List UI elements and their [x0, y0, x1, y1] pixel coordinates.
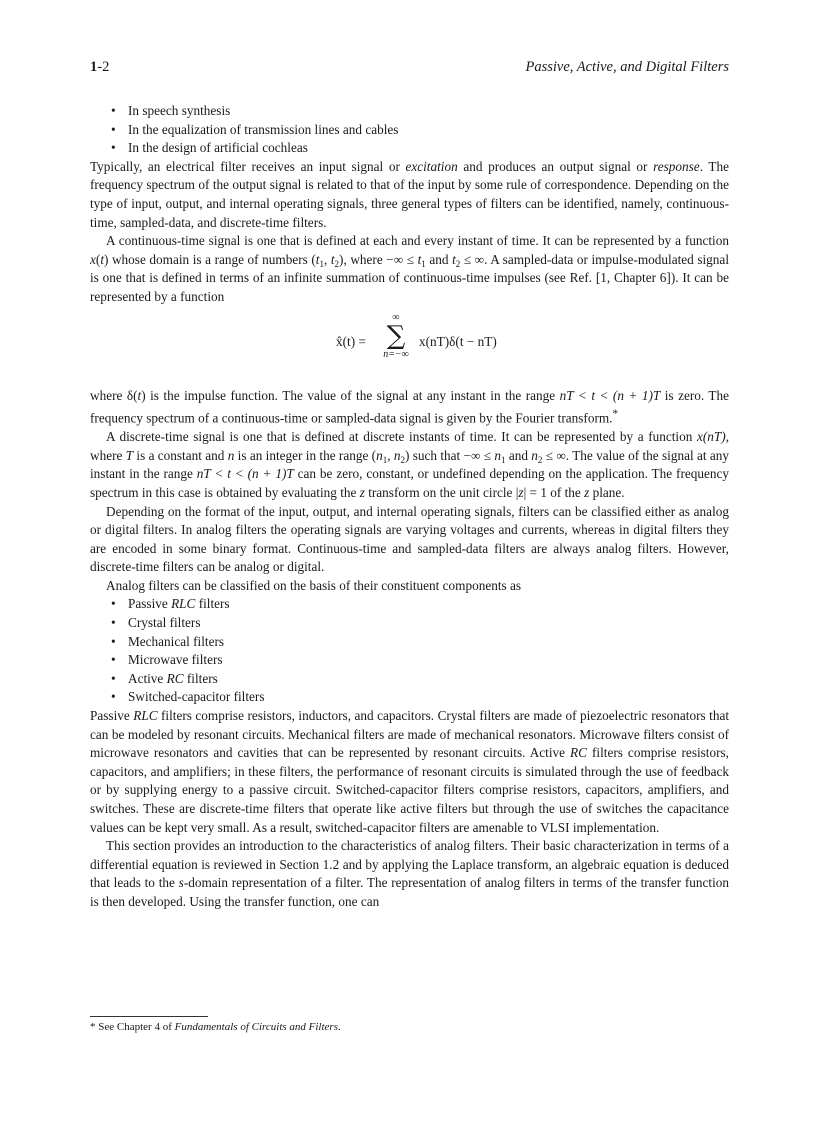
list-item: • In speech synthesis	[111, 103, 231, 118]
list-item: • Switched-capacitor filters	[111, 689, 265, 705]
list-item: • Microwave filters	[111, 652, 223, 668]
paragraph-filter-components: Passive RLC filters comprise resistors, inductors, and capacitors. Crystal filters are made of piezoelectric resonators that can be modeled by resonant circuits. Mechanical filters are made of mechanical resonators. Microwave filters consist of microwave resonators and cavities that can be represented by resonant circuits. Active RC filters comprise resistors, capacitors, and amplifiers; in these filters, the performance of resonant circuits is simulated through the use of feedback or by supplying energy to a passive circuit. Switched-capacitor filters comprise resistors, capacitors, amplifiers, and switches. These are discrete-time filters that operate like active filters but through the use of switches the capacitance values can be kept very small. As a result, switched-capacitor filters are amenable to VLSI implementation.	[90, 708, 730, 835]
list-item: • Passive RLC filters	[111, 596, 230, 612]
footnote-marker[interactable]: *	[612, 408, 619, 421]
application-list	[90, 102, 729, 158]
summation: ∞ ∑ n=−∞	[383, 311, 409, 360]
page-body	[90, 58, 729, 912]
running-header	[90, 58, 729, 76]
paragraph-discrete-time: A discrete-time signal is one that is defined at discrete instants of time. It can be represented by a function x(nT), where T is a constant and n is an integer in the range ($n_1$, $n_2$) such that −∞ ≤ $n_1$ and $n_2$ ≤ ∞. The value of the signal at any instant in the range nT < t < (n + 1)T can be zero, constant, or undefined depending on the application. The frequency spectrum in this case is obtained by evaluating the z transform on the unit circle |z| = 1 of the z plane.	[90, 429, 730, 500]
paragraph-continuous-time: A continuous-time signal is one that is defined at each and every instant of time. It can be represented by a function x(t) whose domain is a range of numbers ($t_1$, $t_2$), where −∞ ≤ $t_1$ and $t_2$ ≤ ∞. A sampled-data or impulse-modulated signal is one that is defined in terms of an infinite summation of continuous-time impulses (see Ref. [1, Chapter 6]). It can be represented by a function	[90, 233, 729, 304]
paragraph-section-intro: This section provides an introduction to the characteristics of analog filters. Their basic characterization in terms of a differential equation is reviewed in Section 1.2 and by applying the Laplace transform, an algebraic equation is deduced that leads to the s-domain representation of a filter. The representation of analog filters in terms of the transfer function is then developed. Using the transfer function, one can	[90, 838, 729, 909]
sampled-signal-equation	[90, 313, 729, 377]
list-item: • Crystal filters	[111, 615, 201, 631]
list-item: • Mechanical filters	[111, 633, 225, 649]
paragraph-impulse: where δ(t) is the impulse function. The value of the signal at any instant in the range nT < t < (n + 1)T is zero. The frequency spectrum of a continuous-time or sampled-data signal is given by the Fourier transform.*	[90, 387, 730, 426]
filter-type-list	[90, 595, 729, 707]
footnote: * See Chapter 4 of Fundamentals of Circuits and Filters.	[90, 1021, 341, 1033]
list-item: • In the equalization of transmission lines and cables	[111, 121, 399, 137]
list-item: • In the design of artificial cochleas	[111, 140, 308, 156]
footnote-divider	[90, 1016, 208, 1017]
page-number: 1-2	[90, 59, 110, 75]
book-title: Fundamentals of Circuits and Filters	[174, 1021, 338, 1033]
equation-rhs: x(nT)δ(t − nT)	[419, 333, 497, 349]
paragraph-analog-digital: Depending on the format of the input, output, and internal operating signals, filters can be classified either as analog or digital filters. In analog filters the operating signals are varying voltages and currents, whereas in digital filters they are encoded in some binary format. Continuous-time and sampled-data filters are always analog filters. However, discrete-time filters can be analog or digital.	[90, 503, 729, 575]
paragraph-filter-intro: Typically, an electrical filter receives an input signal or excitation and produces an output signal or response. The frequency spectrum of the output signal is related to that of the input by some rule of correspondence. Depending on the type of input, output, and internal operating signals, three general types of filters can be identified, namely, continuous-time, sampled-data, and discrete-time filters.	[90, 158, 729, 230]
equation-lhs: x̂(t) =	[336, 333, 366, 349]
list-item: • Active RC filters	[111, 670, 218, 686]
running-title: Passive, Active, and Digital Filters	[525, 59, 729, 75]
paragraph-classification: Analog filters can be classified on the basis of their constituent components as	[106, 577, 522, 593]
